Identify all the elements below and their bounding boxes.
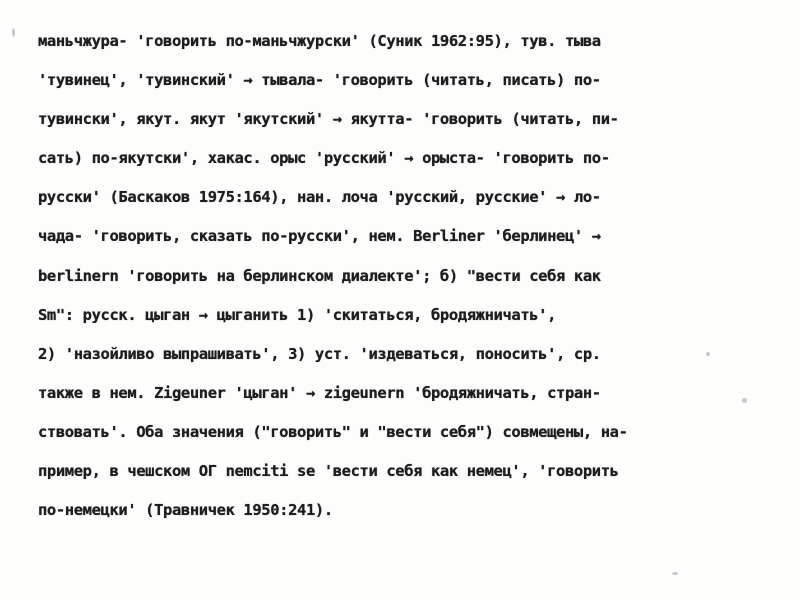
text-line-9: 2) 'назойливо выпрашивать', 3) уст. 'издеваться, поносить', ср.	[38, 344, 601, 363]
text-line-6: чада- 'говорить, сказать по-русски', нем. Berliner 'берлинец' →	[38, 227, 601, 246]
text-line-11: ствовать'. Оба значения ("говорить" и "вести себя") совмещены, на-	[38, 422, 628, 441]
scan-speck	[672, 572, 678, 575]
text-line-7: berlinern 'говорить на берлинском диалекте'; б) "вести себя как	[38, 266, 601, 285]
text-line-13: по-немецки' (Травничек 1950:241).	[38, 501, 333, 520]
text-line-1: маньчжура- 'говорить по-маньчжурски' (Суник 1962:95), тув. тыва	[38, 32, 601, 50]
text-line-5: русски' (Баскаков 1975:164), нан. лоча 'русский, русские' → ло-	[38, 188, 601, 207]
text-line-10: также в нем. Zigeuner 'цыган' → zigeunern 'бродяжничать, стран-	[38, 383, 601, 402]
text-line-3: тувински', якут. якут 'якутский' → якутта- 'говорить (читать, пи-	[38, 110, 619, 129]
text-line-12: пример, в чешском ОГ nemciti se 'вести себя как немец', 'говорить	[38, 462, 619, 481]
text-line-2: 'тувинец', 'тувинский' → тывала- 'говорить (читать, писать) по-	[38, 71, 601, 90]
text-line-4: сать) по-якутски', хакас. орыс 'русский' → орыста- 'говорить по-	[38, 149, 610, 168]
text-line-8: Sm": русск. цыган → цыганить 1) 'скитаться, бродяжничать',	[38, 305, 557, 324]
scan-speck	[12, 28, 15, 37]
document-body	[38, 22, 778, 530]
